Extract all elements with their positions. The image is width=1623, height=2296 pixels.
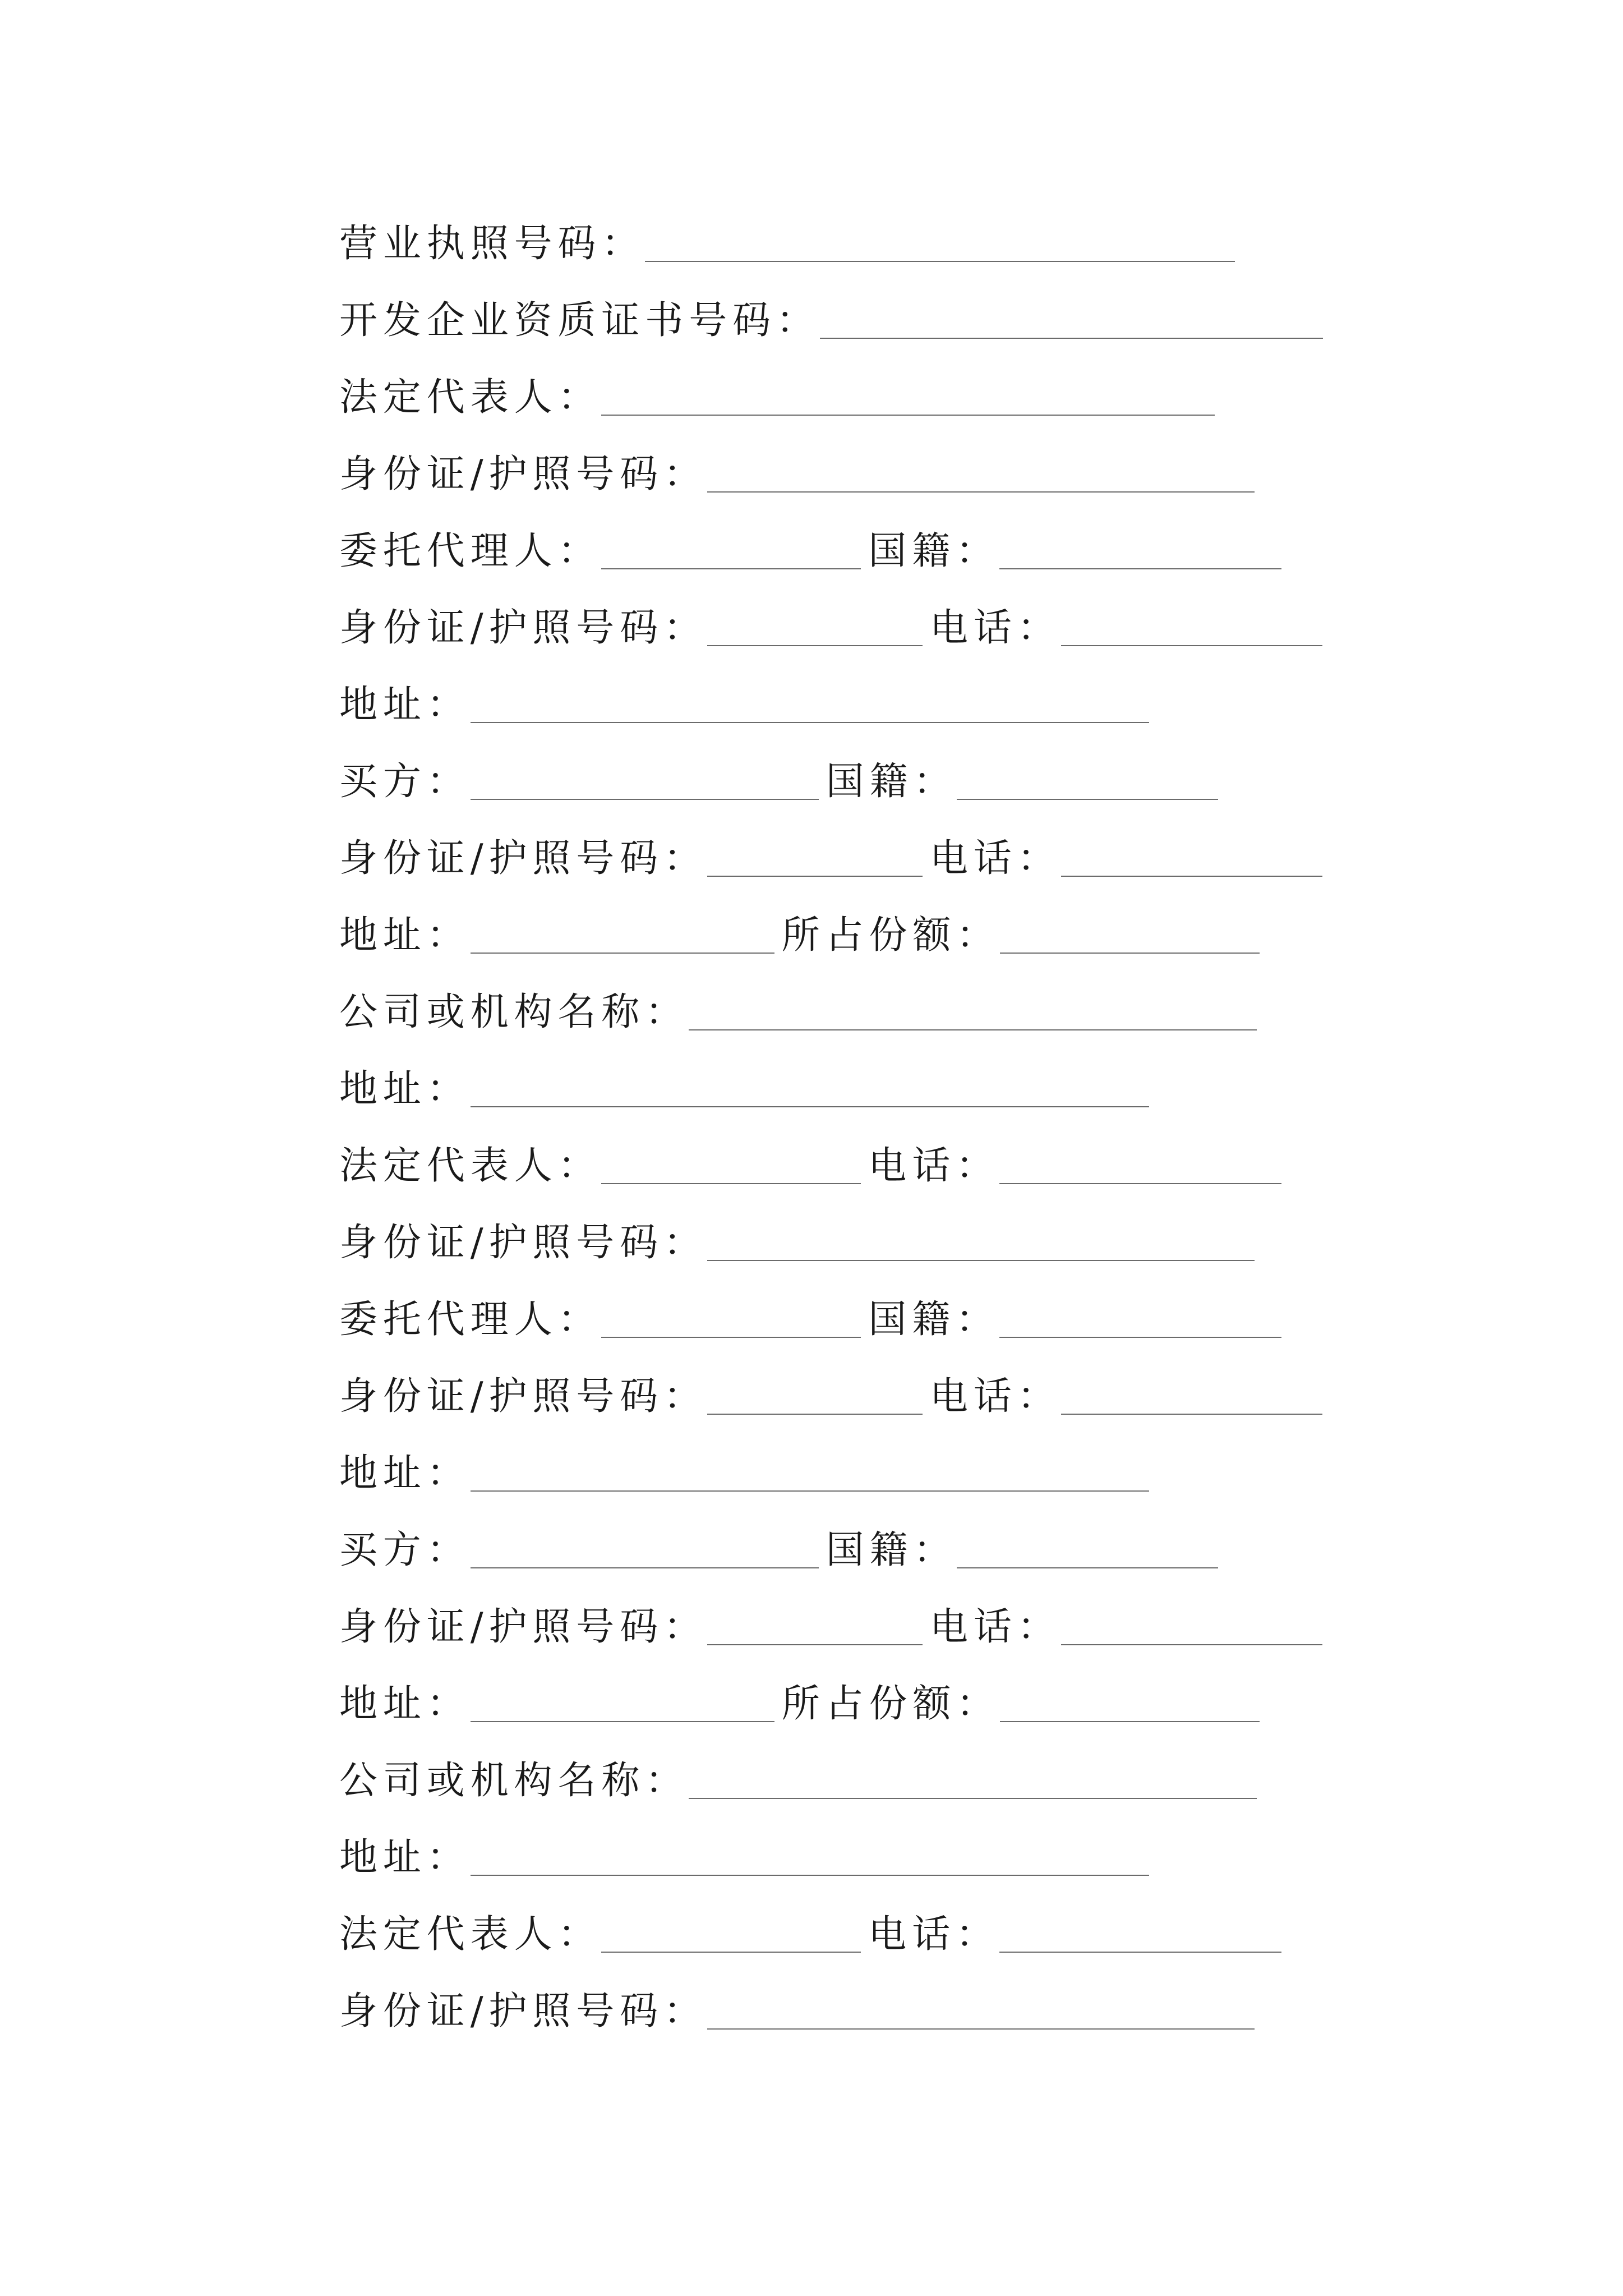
legal-representative-blank	[601, 381, 1215, 416]
phone-blank	[1061, 842, 1322, 877]
address-blank	[471, 1687, 774, 1722]
contract-party-form	[339, 205, 1517, 2050]
qualification-certificate-blank	[820, 304, 1323, 339]
form-line-qualification-certificate	[339, 282, 1517, 359]
company-name-label: 公司或机构名称：	[339, 990, 689, 1034]
id-passport-label: 身份证/护照号码：	[339, 606, 708, 650]
share-label: 所占份额：	[781, 913, 1000, 958]
form-line-id-phone	[339, 590, 1517, 666]
form-line-address	[339, 666, 1517, 743]
address-label: 地址：	[339, 1682, 471, 1726]
nationality-blank	[957, 765, 1218, 800]
id-passport-blank	[707, 1611, 923, 1645]
form-line-company-name	[339, 974, 1517, 1051]
form-line-id-passport	[339, 1973, 1517, 2050]
id-passport-label: 身份证/护照号码：	[339, 1989, 708, 2033]
form-line-agent-nationality	[339, 1281, 1517, 1358]
legal-representative-blank	[601, 1918, 861, 1953]
form-line-agent-nationality	[339, 513, 1517, 590]
phone-blank	[999, 1149, 1281, 1184]
address-label: 地址：	[339, 683, 471, 727]
share-blank	[1000, 1687, 1260, 1722]
form-line-address	[339, 1051, 1517, 1128]
agent-label: 委托代理人：	[339, 529, 602, 573]
form-line-id-phone	[339, 1589, 1517, 1665]
legal-representative-label: 法定代表人：	[339, 375, 602, 420]
phone-blank	[999, 1918, 1281, 1953]
form-line-address	[339, 1819, 1517, 1896]
id-passport-blank	[707, 1380, 923, 1415]
form-line-id-phone	[339, 1358, 1517, 1435]
agent-blank	[601, 535, 861, 569]
phone-blank	[1061, 611, 1322, 646]
qualification-certificate-label: 开发企业资质证书号码：	[339, 298, 820, 343]
phone-label: 电话：	[930, 1605, 1061, 1649]
buyer-label: 买方：	[339, 760, 471, 804]
id-passport-label: 身份证/护照号码：	[339, 1221, 708, 1265]
buyer-label: 买方：	[339, 1528, 471, 1572]
agent-label: 委托代理人：	[339, 1297, 602, 1342]
id-passport-label: 身份证/护照号码：	[339, 836, 708, 881]
address-blank	[471, 1457, 1149, 1492]
id-passport-label: 身份证/护照号码：	[339, 452, 708, 496]
form-line-business-license	[339, 205, 1517, 282]
address-blank	[471, 1073, 1149, 1107]
address-label: 地址：	[339, 1835, 471, 1880]
legal-representative-label: 法定代表人：	[339, 1912, 602, 1957]
form-line-address-share	[339, 897, 1517, 974]
nationality-blank	[999, 1303, 1281, 1338]
form-line-legal-representative-phone	[339, 1128, 1517, 1204]
address-label: 地址：	[339, 1067, 471, 1111]
nationality-label: 国籍：	[868, 529, 1000, 573]
nationality-blank	[957, 1534, 1218, 1568]
form-line-buyer-nationality	[339, 1512, 1517, 1589]
agent-blank	[601, 1303, 861, 1338]
id-passport-blank	[707, 1226, 1255, 1261]
buyer-blank	[471, 1534, 819, 1568]
id-passport-label: 身份证/护照号码：	[339, 1374, 708, 1419]
phone-blank	[1061, 1611, 1322, 1645]
company-name-blank	[689, 996, 1257, 1030]
nationality-blank	[999, 535, 1281, 569]
address-label: 地址：	[339, 913, 471, 958]
id-passport-blank	[707, 611, 923, 646]
id-passport-blank	[707, 1995, 1255, 2030]
phone-label: 电话：	[930, 1374, 1061, 1419]
form-line-legal-representative-phone	[339, 1896, 1517, 1973]
address-label: 地址：	[339, 1451, 471, 1496]
form-line-address-share	[339, 1665, 1517, 1742]
phone-label: 电话：	[868, 1912, 1000, 1957]
form-line-legal-representative	[339, 359, 1517, 436]
id-passport-blank	[707, 842, 923, 877]
phone-label: 电话：	[930, 836, 1061, 881]
business-license-blank	[645, 227, 1235, 262]
nationality-label: 国籍：	[826, 760, 957, 804]
form-line-id-phone	[339, 820, 1517, 897]
form-line-id-passport	[339, 1204, 1517, 1281]
legal-representative-label: 法定代表人：	[339, 1144, 602, 1188]
share-label: 所占份额：	[781, 1682, 1000, 1726]
id-passport-label: 身份证/护照号码：	[339, 1605, 708, 1649]
id-passport-blank	[707, 458, 1255, 493]
company-name-label: 公司或机构名称：	[339, 1759, 689, 1803]
form-line-address	[339, 1435, 1517, 1512]
address-blank	[471, 1841, 1149, 1876]
nationality-label: 国籍：	[826, 1528, 957, 1572]
address-blank	[471, 919, 774, 954]
phone-label: 电话：	[868, 1144, 1000, 1188]
phone-label: 电话：	[930, 606, 1061, 650]
form-line-id-passport	[339, 436, 1517, 513]
business-license-label: 营业执照号码：	[339, 222, 645, 266]
company-name-blank	[689, 1764, 1257, 1799]
nationality-label: 国籍：	[868, 1297, 1000, 1342]
form-line-buyer-nationality	[339, 743, 1517, 820]
buyer-blank	[471, 765, 819, 800]
share-blank	[1000, 919, 1260, 954]
phone-blank	[1061, 1380, 1322, 1415]
form-line-company-name	[339, 1742, 1517, 1819]
address-blank	[471, 688, 1149, 723]
legal-representative-blank	[601, 1149, 861, 1184]
